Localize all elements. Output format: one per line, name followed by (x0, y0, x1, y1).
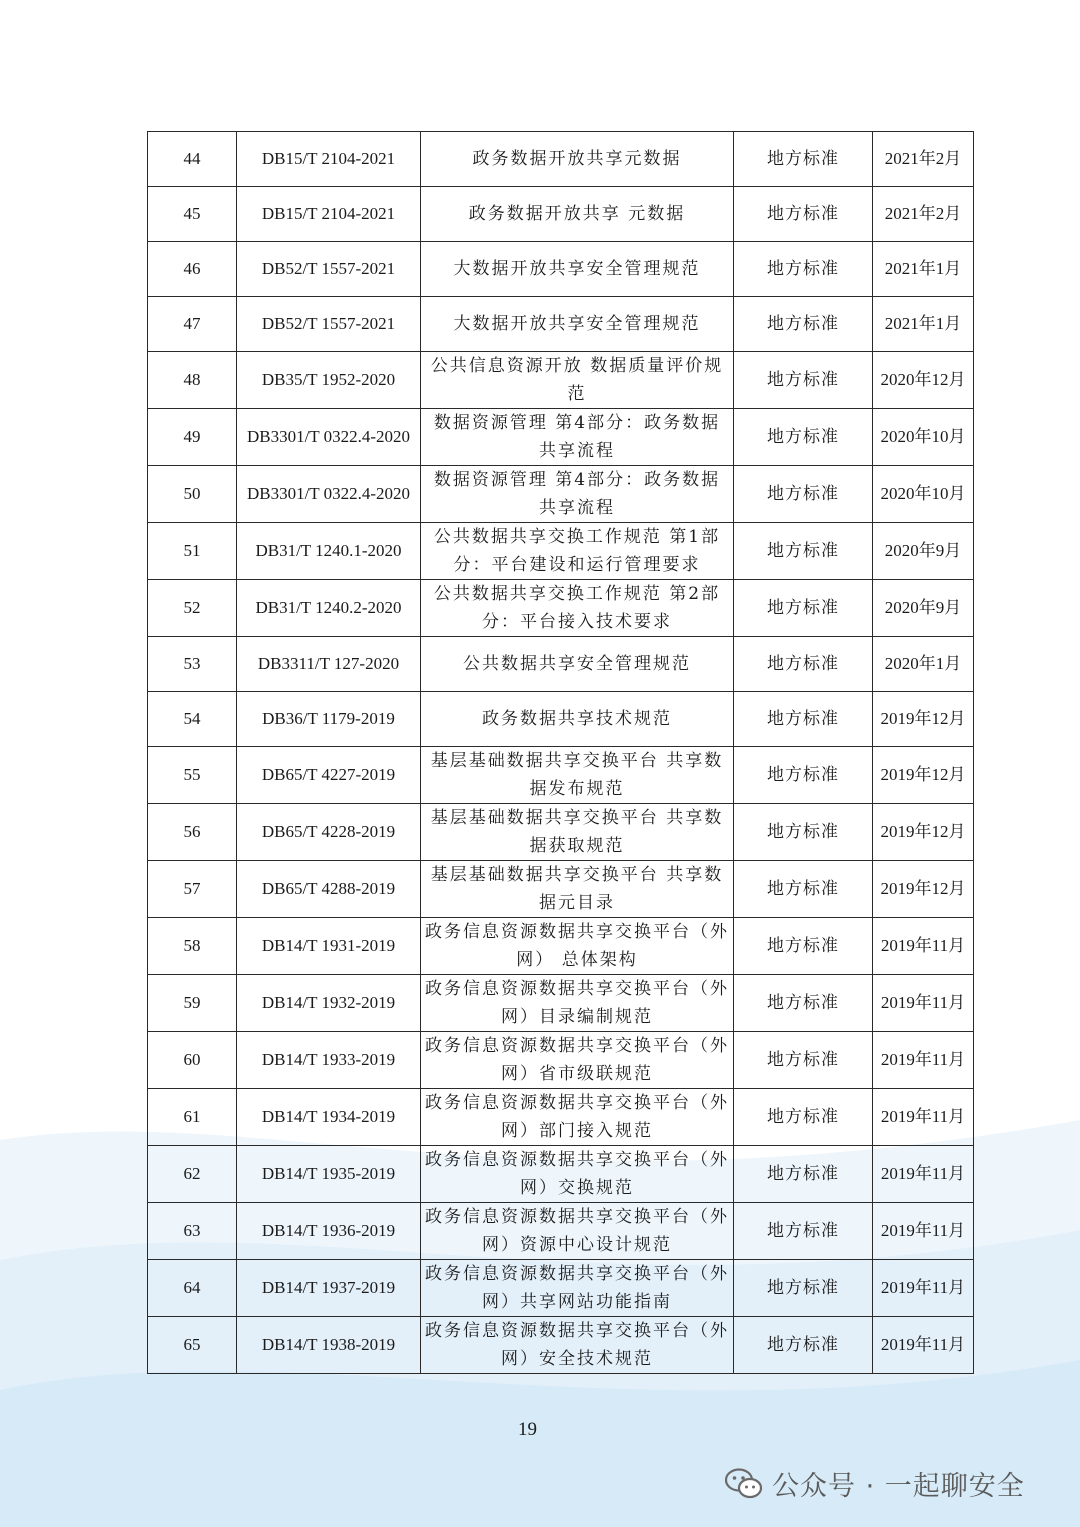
cell-standard-type: 地方标准 (734, 1203, 873, 1260)
cell-standard-name: 基层基础数据共享交换平台 共享数据获取规范 (421, 804, 734, 861)
cell-release-date: 2019年12月 (873, 861, 974, 918)
cell-release-date: 2020年9月 (873, 580, 974, 637)
cell-standard-name: 政务信息资源数据共享交换平台（外网）交换规范 (421, 1146, 734, 1203)
cell-standard-code: DB31/T 1240.2-2020 (237, 580, 421, 637)
cell-standard-code: DB36/T 1179-2019 (237, 692, 421, 747)
cell-standard-type: 地方标准 (734, 861, 873, 918)
table-row (148, 352, 974, 409)
cell-release-date: 2019年11月 (873, 1317, 974, 1374)
table-row (148, 1146, 974, 1203)
cell-standard-code: DB65/T 4228-2019 (237, 804, 421, 861)
cell-standard-code: DB15/T 2104-2021 (237, 187, 421, 242)
cell-number: 50 (148, 466, 237, 523)
cell-standard-name: 政务信息资源数据共享交换平台（外网）省市级联规范 (421, 1032, 734, 1089)
table-row (148, 1260, 974, 1317)
cell-standard-type: 地方标准 (734, 1032, 873, 1089)
page-number: 19 (518, 1419, 537, 1440)
cell-standard-type: 地方标准 (734, 1317, 873, 1374)
watermark-text: 公众号 · 一起聊安全 (772, 1471, 1025, 1502)
cell-release-date: 2019年11月 (873, 1032, 974, 1089)
cell-release-date: 2019年11月 (873, 1260, 974, 1317)
cell-standard-code: DB35/T 1952-2020 (237, 352, 421, 409)
cell-release-date: 2019年12月 (873, 692, 974, 747)
cell-number: 48 (148, 352, 237, 409)
cell-standard-name: 数据资源管理 第4部分：政务数据共享流程 (421, 409, 734, 466)
cell-standard-type: 地方标准 (734, 918, 873, 975)
table-row (148, 1317, 974, 1374)
cell-standard-name: 数据资源管理 第4部分：政务数据共享流程 (421, 466, 734, 523)
cell-standard-code: DB65/T 4227-2019 (237, 747, 421, 804)
table-row (148, 132, 974, 187)
cell-number: 56 (148, 804, 237, 861)
table-row (148, 861, 974, 918)
cell-standard-name: 政务数据开放共享 元数据 (421, 187, 734, 242)
cell-standard-code: DB15/T 2104-2021 (237, 132, 421, 187)
table-row (148, 747, 974, 804)
cell-standard-code: DB14/T 1933-2019 (237, 1032, 421, 1089)
cell-standard-type: 地方标准 (734, 804, 873, 861)
table-row (148, 804, 974, 861)
cell-standard-type: 地方标准 (734, 187, 873, 242)
table-row (148, 523, 974, 580)
cell-standard-type: 地方标准 (734, 1146, 873, 1203)
cell-standard-name: 基层基础数据共享交换平台 共享数据发布规范 (421, 747, 734, 804)
cell-standard-code: DB3301/T 0322.4-2020 (237, 466, 421, 523)
cell-standard-name: 公共信息资源开放 数据质量评价规范 (421, 352, 734, 409)
table-row (148, 1032, 974, 1089)
table-row (148, 637, 974, 692)
cell-release-date: 2020年10月 (873, 409, 974, 466)
cell-standard-type: 地方标准 (734, 352, 873, 409)
cell-standard-type: 地方标准 (734, 466, 873, 523)
cell-number: 59 (148, 975, 237, 1032)
cell-standard-type: 地方标准 (734, 132, 873, 187)
cell-standard-code: DB14/T 1934-2019 (237, 1089, 421, 1146)
cell-standard-type: 地方标准 (734, 692, 873, 747)
cell-standard-name: 公共数据共享安全管理规范 (421, 637, 734, 692)
table-row (148, 466, 974, 523)
cell-standard-type: 地方标准 (734, 747, 873, 804)
cell-release-date: 2020年9月 (873, 523, 974, 580)
cell-standard-type: 地方标准 (734, 523, 873, 580)
table-row (148, 692, 974, 747)
cell-number: 53 (148, 637, 237, 692)
table-row (148, 580, 974, 637)
cell-standard-type: 地方标准 (734, 975, 873, 1032)
standards-table (147, 131, 974, 1374)
cell-number: 58 (148, 918, 237, 975)
cell-standard-code: DB65/T 4288-2019 (237, 861, 421, 918)
cell-standard-code: DB14/T 1932-2019 (237, 975, 421, 1032)
cell-release-date: 2019年12月 (873, 747, 974, 804)
cell-standard-name: 公共数据共享交换工作规范 第2部分：平台接入技术要求 (421, 580, 734, 637)
cell-release-date: 2019年12月 (873, 804, 974, 861)
cell-standard-code: DB31/T 1240.1-2020 (237, 523, 421, 580)
table-row (148, 1089, 974, 1146)
cell-standard-type: 地方标准 (734, 1260, 873, 1317)
cell-number: 57 (148, 861, 237, 918)
cell-release-date: 2019年11月 (873, 1146, 974, 1203)
cell-number: 47 (148, 297, 237, 352)
cell-standard-type: 地方标准 (734, 297, 873, 352)
cell-standard-type: 地方标准 (734, 242, 873, 297)
cell-standard-name: 政务信息资源数据共享交换平台（外网）部门接入规范 (421, 1089, 734, 1146)
table-body (148, 132, 974, 1374)
watermark (724, 1464, 1025, 1503)
cell-number: 65 (148, 1317, 237, 1374)
cell-number: 49 (148, 409, 237, 466)
cell-standard-type: 地方标准 (734, 637, 873, 692)
cell-standard-name: 大数据开放共享安全管理规范 (421, 242, 734, 297)
cell-standard-name: 公共数据共享交换工作规范 第1部分：平台建设和运行管理要求 (421, 523, 734, 580)
cell-number: 44 (148, 132, 237, 187)
cell-number: 64 (148, 1260, 237, 1317)
cell-release-date: 2021年1月 (873, 297, 974, 352)
cell-standard-type: 地方标准 (734, 580, 873, 637)
cell-standard-name: 政务信息资源数据共享交换平台（外网）安全技术规范 (421, 1317, 734, 1374)
cell-standard-name: 基层基础数据共享交换平台 共享数据元目录 (421, 861, 734, 918)
cell-standard-code: DB52/T 1557-2021 (237, 297, 421, 352)
cell-standard-type: 地方标准 (734, 1089, 873, 1146)
table-row (148, 1203, 974, 1260)
table-row (148, 975, 974, 1032)
cell-release-date: 2021年1月 (873, 242, 974, 297)
table-row (148, 918, 974, 975)
cell-standard-code: DB14/T 1936-2019 (237, 1203, 421, 1260)
cell-release-date: 2020年1月 (873, 637, 974, 692)
cell-number: 55 (148, 747, 237, 804)
cell-release-date: 2020年12月 (873, 352, 974, 409)
cell-number: 46 (148, 242, 237, 297)
cell-number: 51 (148, 523, 237, 580)
cell-standard-name: 政务数据开放共享元数据 (421, 132, 734, 187)
cell-standard-code: DB3301/T 0322.4-2020 (237, 409, 421, 466)
cell-release-date: 2021年2月 (873, 132, 974, 187)
cell-standard-name: 政务信息资源数据共享交换平台（外网）目录编制规范 (421, 975, 734, 1032)
cell-release-date: 2019年11月 (873, 1203, 974, 1260)
cell-number: 60 (148, 1032, 237, 1089)
cell-standard-code: DB14/T 1938-2019 (237, 1317, 421, 1374)
table-row (148, 409, 974, 466)
cell-release-date: 2019年11月 (873, 975, 974, 1032)
cell-release-date: 2021年2月 (873, 187, 974, 242)
table-row (148, 187, 974, 242)
cell-standard-name: 大数据开放共享安全管理规范 (421, 297, 734, 352)
wechat-icon (724, 1467, 764, 1501)
cell-standard-name: 政务数据共享技术规范 (421, 692, 734, 747)
cell-number: 54 (148, 692, 237, 747)
table-row (148, 297, 974, 352)
cell-number: 62 (148, 1146, 237, 1203)
cell-number: 61 (148, 1089, 237, 1146)
cell-release-date: 2020年10月 (873, 466, 974, 523)
cell-release-date: 2019年11月 (873, 918, 974, 975)
cell-standard-code: DB14/T 1935-2019 (237, 1146, 421, 1203)
cell-release-date: 2019年11月 (873, 1089, 974, 1146)
cell-standard-type: 地方标准 (734, 409, 873, 466)
cell-number: 52 (148, 580, 237, 637)
cell-number: 63 (148, 1203, 237, 1260)
table-row (148, 242, 974, 297)
cell-standard-code: DB52/T 1557-2021 (237, 242, 421, 297)
cell-standard-code: DB14/T 1937-2019 (237, 1260, 421, 1317)
cell-standard-name: 政务信息资源数据共享交换平台（外网） 总体架构 (421, 918, 734, 975)
cell-standard-code: DB14/T 1931-2019 (237, 918, 421, 975)
cell-standard-code: DB3311/T 127-2020 (237, 637, 421, 692)
cell-standard-name: 政务信息资源数据共享交换平台（外网）共享网站功能指南 (421, 1260, 734, 1317)
cell-number: 45 (148, 187, 237, 242)
cell-standard-name: 政务信息资源数据共享交换平台（外网）资源中心设计规范 (421, 1203, 734, 1260)
